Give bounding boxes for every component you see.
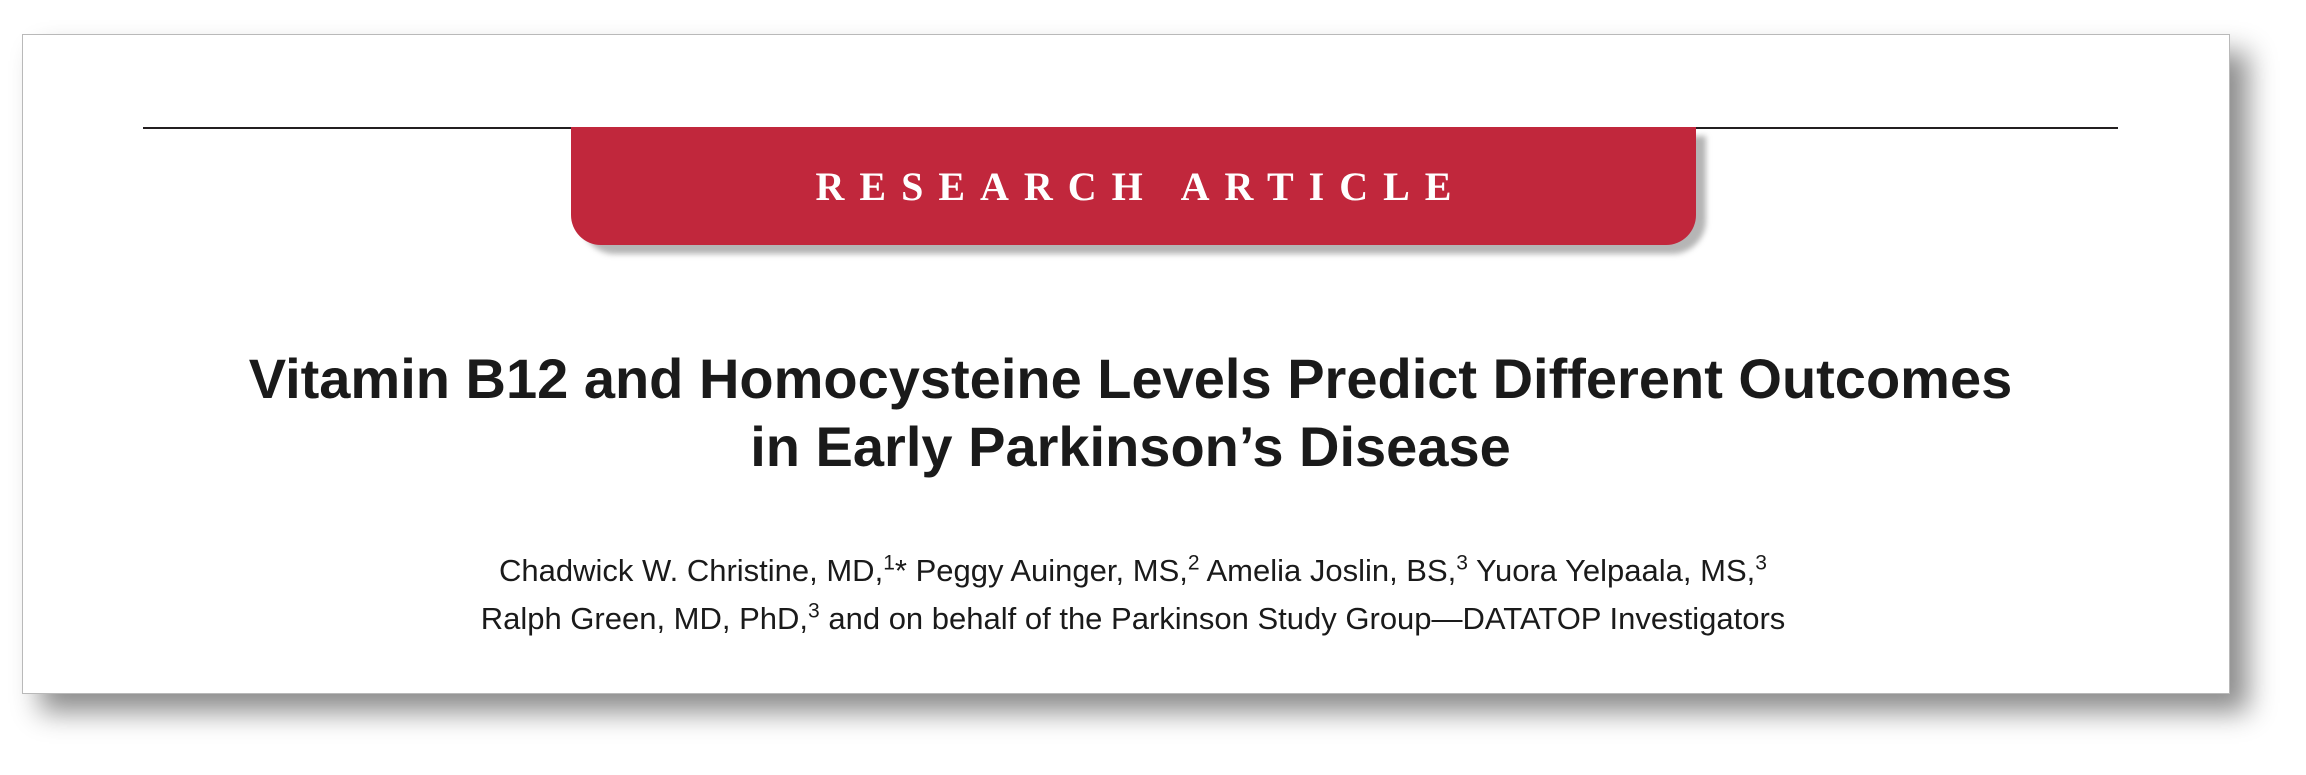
author-affiliation-marker: 3 [1755, 551, 1767, 575]
article-page [22, 34, 2230, 694]
author-affiliation-marker: 3 [1456, 551, 1468, 575]
author-affiliation-marker: 3 [808, 599, 820, 623]
author-name-5: Ralph Green, MD, PhD, [480, 601, 809, 636]
page-title [143, 345, 2118, 481]
page-title-line-2: in Early Parkinson’s Disease [750, 415, 1511, 478]
corresponding-author-marker: * [894, 553, 907, 588]
research-article-banner [571, 127, 1696, 245]
banner-body [571, 127, 1696, 245]
author-line-1 [183, 547, 2083, 595]
author-name-3: Amelia Joslin, BS, [1206, 553, 1457, 588]
banner-label: RESEARCH ARTICLE [815, 163, 1467, 209]
page-title-line-1: Vitamin B12 and Homocysteine Levels Predict Different Outcomes [248, 347, 2013, 410]
author-list [183, 547, 2083, 643]
author-group-note: and on behalf of the Parkinson Study Group—DATATOP Investigators [828, 601, 1786, 636]
author-affiliation-marker: 1 [883, 551, 895, 575]
author-name-2: Peggy Auinger, MS, [915, 553, 1188, 588]
author-name-1: Chadwick W. Christine, MD, [499, 553, 884, 588]
author-affiliation-marker: 2 [1187, 551, 1200, 575]
author-line-2 [183, 595, 2083, 643]
author-name-4: Yuora Yelpaala, MS, [1476, 553, 1756, 588]
